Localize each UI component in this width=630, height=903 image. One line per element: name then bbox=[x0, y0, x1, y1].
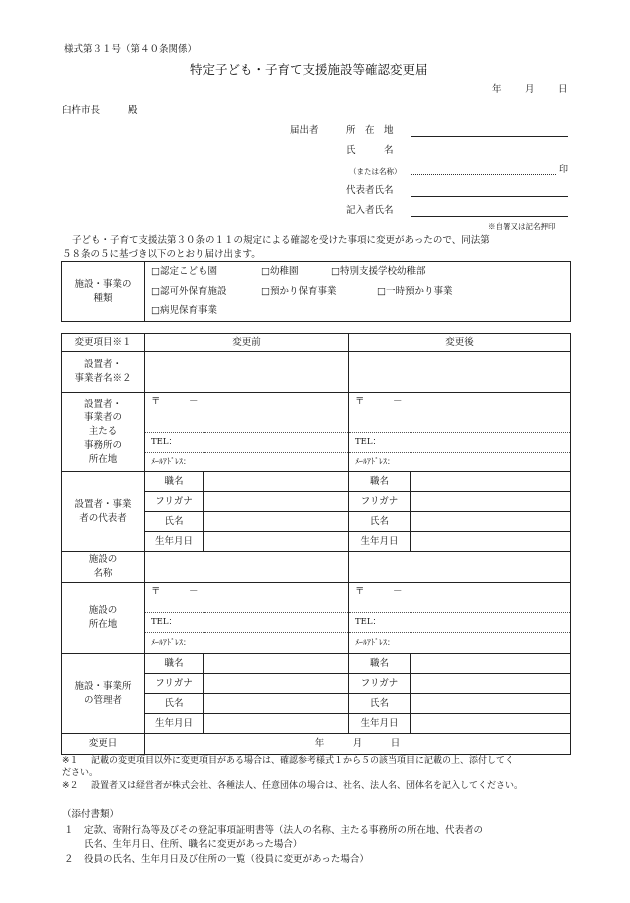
row-facility-name-label-2: 名称 bbox=[93, 568, 113, 579]
mgr-job-after[interactable] bbox=[411, 654, 571, 674]
form-number: 様式第３１号（第４０条関係） bbox=[64, 44, 198, 55]
intro-line-1: 子ども・子育て支援法第３０条の１１の規定による確認を受けた事項に変更があったので、同法第 bbox=[72, 235, 490, 246]
attachment-1-continued: 氏名、生年月日、住所、職名に変更があった場合） bbox=[84, 839, 303, 850]
page-title: 特定子ども・子育て支援施設等確認変更届 bbox=[190, 62, 428, 77]
row-setter-address-label bbox=[62, 393, 145, 472]
facility-postal-after[interactable]: 〒 － bbox=[349, 583, 571, 613]
submitter-name-label: 氏 名 bbox=[346, 145, 394, 156]
note-2-text: 設置者又は経営者が株式会社、各種法人、任意団体の場合は、社名、法人名、団体名を記入してください。 bbox=[91, 781, 524, 791]
facility-tel-after[interactable]: TEL： bbox=[349, 613, 571, 633]
facility-name-before-cell[interactable] bbox=[145, 552, 349, 583]
rep-furigana-label-before: フリガナ bbox=[145, 492, 204, 512]
mgr-birth-label-after: 生年月日 bbox=[349, 714, 411, 734]
row-setter-name-label-1: 設置者・ bbox=[83, 359, 122, 371]
mgr-job-before[interactable] bbox=[204, 654, 349, 674]
row-representative-label-1: 設置者・事業 bbox=[74, 498, 132, 510]
rep-person-label-after: 氏名 bbox=[349, 512, 411, 532]
row-facility-name-label-1: 施設の bbox=[88, 554, 118, 566]
facility-name-after-cell[interactable] bbox=[349, 552, 571, 583]
facility-mail-before[interactable]: ﾒｰﾙｱﾄﾞﾚｽ： bbox=[145, 633, 349, 654]
rep-birth-after[interactable] bbox=[411, 532, 571, 552]
checkbox-byouji-hoiku[interactable]: □病児保育事業 bbox=[151, 305, 217, 316]
row-setter-address-label-2: 事業者の bbox=[83, 412, 122, 424]
attachments-heading: （添付書類） bbox=[62, 809, 120, 820]
mgr-person-before[interactable] bbox=[204, 694, 349, 714]
row-setter-name-label bbox=[62, 352, 145, 393]
row-manager-label-2: の管理者 bbox=[83, 694, 122, 706]
mgr-person-label-before: 氏名 bbox=[145, 694, 204, 714]
mgr-person-label-after: 氏名 bbox=[349, 694, 411, 714]
rep-furigana-after[interactable] bbox=[411, 492, 571, 512]
rep-birth-before[interactable] bbox=[204, 532, 349, 552]
setter-mail-after[interactable]: ﾒｰﾙｱﾄﾞﾚｽ： bbox=[349, 453, 571, 472]
checkbox-nintei-kodomoen[interactable]: □認定こども園 bbox=[151, 266, 217, 277]
mgr-person-after[interactable] bbox=[411, 694, 571, 714]
date-day-label: 日 bbox=[558, 84, 568, 95]
rep-birth-label-before: 生年月日 bbox=[145, 532, 204, 552]
setter-postal-before[interactable]: 〒 － bbox=[145, 393, 349, 433]
facility-type-label bbox=[62, 262, 145, 322]
submitter-address-label: 所 在 地 bbox=[346, 125, 394, 136]
addressee-honorific: 殿 bbox=[128, 105, 138, 116]
mgr-furigana-after[interactable] bbox=[411, 674, 571, 694]
rep-person-before[interactable] bbox=[204, 512, 349, 532]
mgr-birth-before[interactable] bbox=[204, 714, 349, 734]
seal-note: ※自署又は記名押印 bbox=[488, 222, 556, 231]
row-manager-label bbox=[62, 654, 145, 734]
setter-name-before-cell[interactable] bbox=[145, 352, 349, 393]
rep-name-line[interactable] bbox=[411, 196, 568, 197]
checkbox-tokubetsu-shien[interactable]: □特別支援学校幼稚部 bbox=[331, 266, 426, 277]
row-manager-label-1: 施設・事業所 bbox=[74, 680, 132, 692]
setter-tel-after[interactable]: TEL： bbox=[349, 433, 571, 453]
rep-person-label-before: 氏名 bbox=[145, 512, 204, 532]
rep-furigana-before[interactable] bbox=[204, 492, 349, 512]
row-setter-address-label-5: 所在地 bbox=[88, 453, 118, 465]
attachment-2-number: ２ bbox=[64, 854, 74, 865]
note-1-text: 記載の変更項目以外に変更項目がある場合は、確認参考様式１から５の該当項目に記載の上、添付してく bbox=[91, 756, 515, 766]
row-change-date-label: 変更日 bbox=[62, 734, 145, 755]
attachment-1-text: 定款、寄附行為等及びその登記事項証明書等（法人の名称、主たる事務所の所在地、代表者の bbox=[84, 825, 484, 836]
checkbox-ichiji-azukari[interactable]: □一時預かり事業 bbox=[377, 286, 453, 297]
setter-name-after-cell[interactable] bbox=[349, 352, 571, 393]
submitter-address-line[interactable] bbox=[411, 136, 568, 137]
note-1-mark: ※１ bbox=[62, 756, 79, 766]
facility-type-options bbox=[145, 262, 571, 322]
rep-name-label: 代表者氏名 bbox=[346, 185, 394, 196]
submitter-or-name-label: （または名称） bbox=[349, 167, 402, 176]
change-table bbox=[61, 333, 571, 755]
seal-mark: 印 bbox=[559, 165, 569, 175]
facility-type-table bbox=[61, 261, 571, 322]
rep-job-before[interactable] bbox=[204, 472, 349, 492]
facility-mail-after[interactable]: ﾒｰﾙｱﾄﾞﾚｽ： bbox=[349, 633, 571, 654]
submitter-name-line[interactable] bbox=[411, 174, 556, 175]
date-year-label: 年 bbox=[492, 84, 502, 95]
attachment-1-number: １ bbox=[64, 825, 74, 836]
rep-person-after[interactable] bbox=[411, 512, 571, 532]
setter-tel-before[interactable]: TEL： bbox=[145, 433, 349, 453]
rep-job-after[interactable] bbox=[411, 472, 571, 492]
mgr-job-label-before: 職名 bbox=[145, 654, 204, 674]
row-facility-address-label-2: 所在地 bbox=[88, 619, 118, 630]
note-1-continued: ださい。 bbox=[62, 768, 99, 778]
rep-birth-label-after: 生年月日 bbox=[349, 532, 411, 552]
header-item: 変更項目※１ bbox=[62, 334, 145, 352]
facility-tel-before[interactable]: TEL： bbox=[145, 613, 349, 633]
checkbox-ninkagai-hoiku[interactable]: □認可外保育施設 bbox=[151, 286, 227, 297]
intro-line-2: ５８条の５に基づき以下のとおり届け出ます。 bbox=[62, 249, 261, 260]
rep-furigana-label-after: フリガナ bbox=[349, 492, 411, 512]
checkbox-azukari-hoiku[interactable]: □預かり保育事業 bbox=[261, 286, 337, 297]
header-after: 変更後 bbox=[349, 334, 571, 352]
setter-mail-before[interactable]: ﾒｰﾙｱﾄﾞﾚｽ： bbox=[145, 453, 349, 472]
row-representative-label-2: 者の代表者 bbox=[79, 512, 127, 524]
mgr-furigana-before[interactable] bbox=[204, 674, 349, 694]
note-2-mark: ※２ bbox=[62, 781, 79, 791]
submitter-label: 届出者 bbox=[290, 125, 319, 136]
checkbox-youchien[interactable]: □幼稚園 bbox=[261, 266, 299, 277]
date-month-label: 月 bbox=[525, 84, 535, 95]
row-representative-label bbox=[62, 472, 145, 552]
mgr-job-label-after: 職名 bbox=[349, 654, 411, 674]
row-facility-address-label bbox=[62, 583, 145, 654]
facility-type-label-2: 種類 bbox=[93, 292, 113, 304]
mgr-birth-after[interactable] bbox=[411, 714, 571, 734]
facility-type-label-1: 施設・事業の bbox=[74, 278, 132, 290]
row-facility-name-label bbox=[62, 552, 145, 583]
rep-job-label-after: 職名 bbox=[349, 472, 411, 492]
mgr-birth-label-before: 生年月日 bbox=[145, 714, 204, 734]
row-setter-address-label-3: 主たる bbox=[88, 426, 118, 438]
row-setter-address-label-1: 設置者・ bbox=[83, 398, 122, 410]
writer-name-label: 記入者氏名 bbox=[346, 205, 394, 216]
row-facility-address-label-1: 施設の bbox=[88, 605, 118, 617]
writer-name-line[interactable] bbox=[411, 216, 568, 217]
facility-postal-before[interactable]: 〒 － bbox=[145, 583, 349, 613]
rep-job-label-before: 職名 bbox=[145, 472, 204, 492]
attachment-2-text: 役員の氏名、生年月日及び住所の一覧（役員に変更があった場合） bbox=[84, 854, 369, 865]
row-setter-name-label-2: 事業者名※２ bbox=[74, 373, 132, 384]
addressee-name: 臼杵市長 bbox=[62, 105, 101, 116]
change-date-cell[interactable]: 年 月 日 bbox=[145, 734, 571, 755]
header-before: 変更前 bbox=[145, 334, 349, 352]
setter-postal-after[interactable]: 〒 － bbox=[349, 393, 571, 433]
mgr-furigana-label-after: フリガナ bbox=[349, 674, 411, 694]
mgr-furigana-label-before: フリガナ bbox=[145, 674, 204, 694]
row-setter-address-label-4: 事務所の bbox=[83, 439, 122, 451]
